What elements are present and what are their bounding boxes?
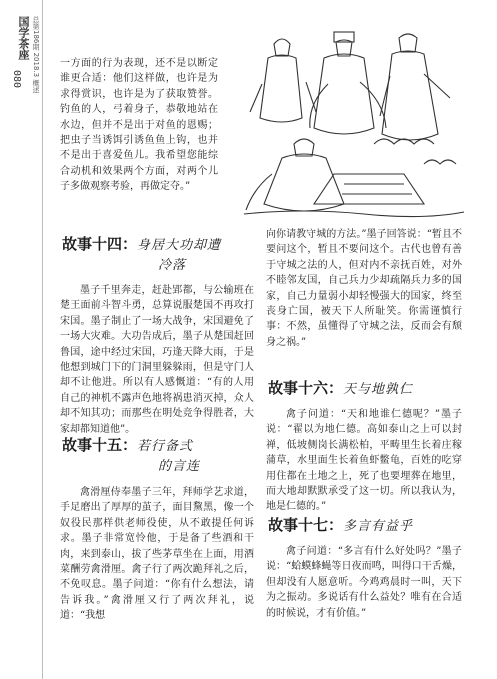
story17-column [266, 544, 462, 621]
story16-heading [268, 377, 413, 398]
story14-column [60, 283, 254, 437]
story15-heading-line2: 的言连 [158, 459, 201, 474]
story16-heading-sub: 天与地孰仁 [343, 382, 414, 397]
illustration-scholars [224, 24, 469, 224]
story15-continued-column [266, 227, 462, 350]
story17-paragraph: 禽子问道：“多言有什么好处吗？”墨子说：“蛤蟆蜂蝇等日夜而鸣，叫得口干舌燥，但却没有人愿意听。今鸡鸡晨时一叫，天下为之振动。多说话有什么益处？唯有在合适的时候说，才有价值。” [266, 546, 462, 619]
story14-heading-sub: 身居大功却遭 [137, 238, 222, 253]
margin-strip [0, 0, 43, 679]
story15-continued-paragraph: 向你请教守城的方法。”墨子回答说：“暂且不要问这个，暂且不要问这个。古代也曾有善于守城之法的人，但对内不亲抚百姓，对外不睦邻友国，自己兵力少却疏隔兵力多的国家，自己力量弱小却轻慢强大的国家，终至丧身亡国，被天下人所耻笑。你需谨慎行事：不然，虽懂得了守城之法，反而会有颓身之祸。” [266, 229, 462, 348]
story15-paragraph: 禽滑厘侍奉墨子三年，拜师学艺求道，手足磨出了厚厚的茧子，面目黧黑，像一个奴役民那样供老师役使，从不敢提任何诉求。墨子非常宽怜他，于是备了些酒和干肉，来到泰山，拔了些茅草坐在上面，用酒菜酬劳禽滑厘。禽子行了两次跪拜礼之后，不免叹息。墨子问道：“你有什么想法，请告诉我。”禽滑厘又行了两次拜礼，说道：“我想 [60, 487, 254, 622]
story14-paragraph: 墨子千里奔走，赶赴郢都，与公输班在楚王面前斗智斗勇，总算说服楚国不再攻打宋国。墨子制止了一场大战争，宋国避免了一场大灾难。大功告成后，墨子从楚国赶回鲁国，途中经过宋国，巧逢天降大雨，于是他想到城门下的门洞里躲躲雨，但是守门人却不让他进。所以有人感慨道：“有的人用自己的神机不露声色地将祸患消灭掉，众人却不知其功；而那些在明处竞争得胜者，大家却都知道他”。 [60, 285, 254, 435]
story16-paragraph: 禽子问道：“天和地谁仁德呢？”墨子说：“翟以为地仁德。高如泰山之上可以封禅，低坡侧岗长满松柏，平畴里生长着庄稼蒲草，水里面生长着鱼虾鳖龟，百姓的吃穿用住都在土地之上，死了也要埋葬在地里，而大地却默默承受了这一切。所以我认为，地是仁德的。” [266, 409, 462, 513]
story14-heading [62, 233, 221, 254]
story14-heading-line2: 冷落 [158, 258, 187, 273]
intro-column [60, 56, 218, 195]
story17-heading-main: 故事十七： [268, 516, 344, 534]
story17-heading [268, 514, 413, 535]
story14-heading-main: 故事十四： [62, 235, 138, 253]
issue-info: 总第186期 2018.3 概述 [32, 16, 40, 94]
intro-paragraph: 一方面的行为表现，还不是以断定谁更合适：他们这样做，也许是为求得赏识，也许是为了获取赞誉。钓鱼的人，弓着身子，恭敬地站在水边，但并不是出于对鱼的恩赐；把虫子当诱饵引诱鱼鱼上钩，也并不是出于喜爱鱼儿。我希望您能综合动机和效果两个方面，对两个儿子多做观察考验，再做定夺。” [60, 58, 218, 193]
story15-heading-main: 故事十五： [62, 436, 138, 454]
section-name: 国学茶座 [17, 16, 30, 60]
story17-heading-sub: 多言有益乎 [343, 519, 414, 534]
page-number: 080 [11, 70, 22, 89]
story15-heading-sub: 若行备弍 [137, 439, 194, 454]
story16-column [266, 407, 462, 515]
story16-heading-main: 故事十六： [268, 379, 344, 397]
story15-column [60, 485, 254, 624]
story15-heading [62, 434, 193, 455]
